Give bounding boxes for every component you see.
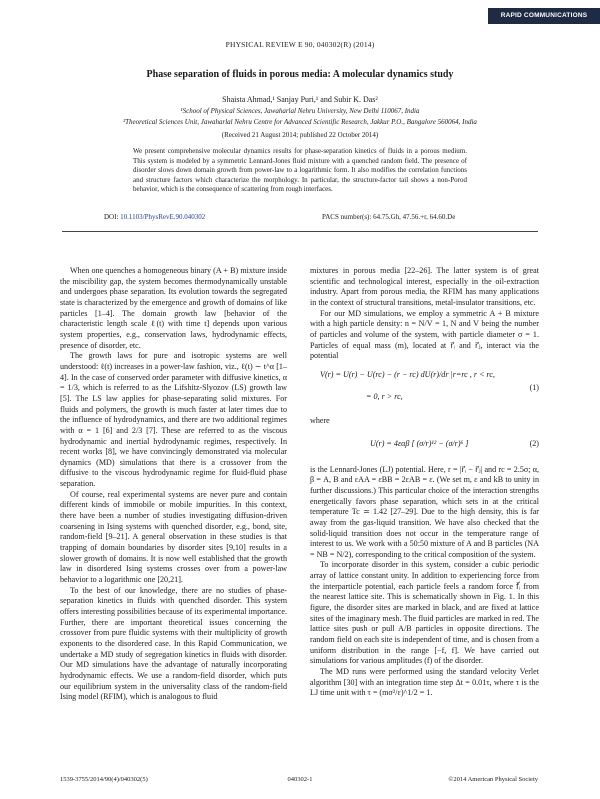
pacs-numbers: PACS number(s): 64.75.Gh, 47.56.+r, 64.60.De bbox=[322, 213, 456, 221]
equation-1 bbox=[310, 366, 539, 412]
header-divider bbox=[62, 231, 538, 232]
affiliation-1: ¹School of Physical Sciences, Jawaharlal Nehru University, New Delhi 110067, India bbox=[180, 107, 420, 115]
equation-1-number: (1) bbox=[529, 382, 539, 392]
where-text: where bbox=[310, 415, 330, 425]
equation-2 bbox=[310, 431, 539, 461]
paragraph-growth-laws: The growth laws for pure and isotropic systems are well understood: ℓ(t) increases in a power-law fashion, viz., ℓ(t) ∼ t^α [1–4]. In the case of conserved order parameter with diffusive kinetics, α = 1/3, which is referred to as the Lifshitz-Slyozov (LS) growth law [5]. The LS law applies for phase-separating solid mixtures. For fluids and polymers, the growth is much faster at later times due to the influence of hydrodynamics, and there are two additional regimes with α = 1 [6] and 2/3 [7]. These are referred to as the viscous hydrodynamic and inertial hydrodynamic regimes, respectively. In recent works [8], we have convincingly demonstrated via molecular dynamics (MD) simulations that there is a crossover from the diffusive to the viscous hydrodynamic regime for fluid-fluid phase separation. bbox=[60, 351, 287, 489]
author-list: Shaista Ahmad,¹ Sanjay Puri,¹ and Subir K. Das² bbox=[222, 95, 378, 104]
received-dates: (Received 21 August 2014; published 22 October 2014) bbox=[221, 131, 379, 139]
doi-link[interactable]: 10.1103/PhysRevE.90.040302 bbox=[120, 213, 206, 221]
footer-page-number: 040302-1 bbox=[287, 776, 313, 783]
left-column bbox=[60, 266, 287, 703]
section-banner: RAPID COMMUNICATIONS bbox=[488, 8, 600, 24]
paragraph-lennard-jones: is the Lennard-Jones (LJ) potential. Here, r = |r⃗ᵢ − r⃗ⱼ| and rc = 2.5σ; α, β = A, B and εAA = εBB = 2εAB = ε. (We set m, ε and kB to unity in further discussions.) This particular choice of the interaction strengths energetically favors phase separation, which sets in at the critical temperature Tc ≃ 1.42 [27–29]. Due to the high density, this is far away from the gas-liquid transition. We have also checked that the solid-liquid transition does not occur in the temperature range of interest to us. We work with a 50:50 mixture of A and B particles (NA = NB = N/2), corresponding to the critical composition of the system. bbox=[310, 464, 539, 559]
paragraph-intro: When one quenches a homogeneous binary (A + B) mixture inside the miscibility gap, the system becomes thermodynamically unstable and undergoes phase separation. Its evolution towards the segregated state is characterized by the emergence and growth of domains of like particles [1–4]. The domain growth law [behavior of the characteristic length scale ℓ(t) with time t] depends upon various system properties, e.g., conservation laws, hydrodynamic effects, presence of disorder, etc. bbox=[60, 266, 287, 350]
abstract: We present comprehensive molecular dynamics results for phase-separation kinetics of fluids in a porous medium. This system is modeled by a symmetric Lennard-Jones fluid mixture with a quenched random field. The presence of disorder slows down domain growth from power-law to a logarithmic form. It also modifies the correlation functions and structure factors which characterize the morphology. In particular, the structure-factor tail shows a non-Porod behavior, which is the consequence of scattering from rough interfaces. bbox=[133, 147, 467, 194]
doi-label: DOI: bbox=[104, 213, 119, 221]
doi-line bbox=[104, 213, 205, 221]
paragraph-md-setup: For our MD simulations, we employ a symmetric A + B mixture with a high particle density: n = N/V = 1, N and V being the number of particles and volume of the system, with particle diameter σ = 1. Particles of equal mass (m), located at r⃗ᵢ and r⃗ⱼ, interact via the potential bbox=[310, 308, 539, 361]
right-column bbox=[310, 266, 539, 699]
paragraph-motivation: To the best of our knowledge, there are no studies of phase-separation kinetics in fluids with quenched disorder. This system offers interesting possibilities because of its experimental importance. Further, there are important theoretical issues concerning the crossover from pure fluidic systems with their multiplicity of growth exponents to the disordered case. In this Rapid Communication, we undertake a MD study of segregation kinetics in fluids with disorder. Our MD simulations have the advantage of naturally incorporating hydrodynamic effects. We use a random-field disorder, which puts our equilibrium system in the universality class of the random-field Ising model (RFIM), which is analogous to fluid bbox=[60, 585, 287, 702]
article-title: Phase separation of fluids in porous media: A molecular dynamics study bbox=[146, 69, 454, 80]
paragraph-porous-media: mixtures in porous media [22–26]. The latter system is of great scientific and technological interest, especially in the oil-extraction industry. Apart from porous media, the RFIM has many applications in the context of structural transitions, metal-insulator transitions, etc. bbox=[310, 266, 539, 307]
equation-2-number: (2) bbox=[529, 438, 539, 448]
equation-2-body: U(r) = 4εαβ [ (σ/r)¹² − (σ/r)⁶ ] bbox=[370, 438, 469, 448]
affiliation-2: ²Theoretical Sciences Unit, Jawaharlal Nehru Centre for Advanced Scientific Research, Jakkur P.O., Bangalore 560064, India bbox=[123, 118, 477, 126]
footer-issn: 1539-3755/2014/90(4)/040302(5) bbox=[60, 776, 148, 783]
paragraph-md-runs: The MD runs were performed using the standard velocity Verlet algorithm [30] with an integration time step Δt = 0.01τ, where τ is the LJ time unit with τ = (mσ²/ε)^1/2 = 1. bbox=[310, 667, 539, 698]
equation-1-line-2: = 0, r > rc, bbox=[366, 391, 403, 401]
paragraph-disorder-studies: Of course, real experimental systems are never pure and contain different kinds of immobile or mobile impurities. In this context, there have been a number of studies investigating diffusion-driven coarsening in Ising systems with quenched disorder, e.g., bond, site, random-field [9–21]. A general observation in these studies is that trapping of domain boundaries by disorder sites [9,10] results in a slower growth of domains. It is now well established that the growth law in disordered Ising systems crosses over from a power-law behavior to a logarithmic one [20,21]. bbox=[60, 489, 287, 585]
paragraph-disorder-model: To incorporate disorder in this system, consider a cubic periodic array of lattice constant unity. In addition to experiencing force from the interparticle potential, each particle feels a random force f⃗ᵢ from the nearest lattice site. This is schematically shown in Fig. 1. In this figure, the disorder sites are marked in black, and are fixed at lattice sites of the imaginary mesh. The fluid particles are marked in red. The lattice sites push or pull A/B particles in opposite directions. The random field on each site is independent of time, and is chosen from a uniform distribution in the range [−f, f]. We have carried out simulations for various amplitudes (f) of the disorder. bbox=[310, 560, 539, 666]
equation-1-line-1: V(r) = U(r) − U(rc) − (r − rc) dU(r)/dr |r=rc , r < rc, bbox=[320, 369, 495, 379]
footer-copyright: ©2014 American Physical Society bbox=[448, 776, 538, 783]
journal-reference: PHYSICAL REVIEW E 90, 040302(R) (2014) bbox=[225, 40, 375, 49]
